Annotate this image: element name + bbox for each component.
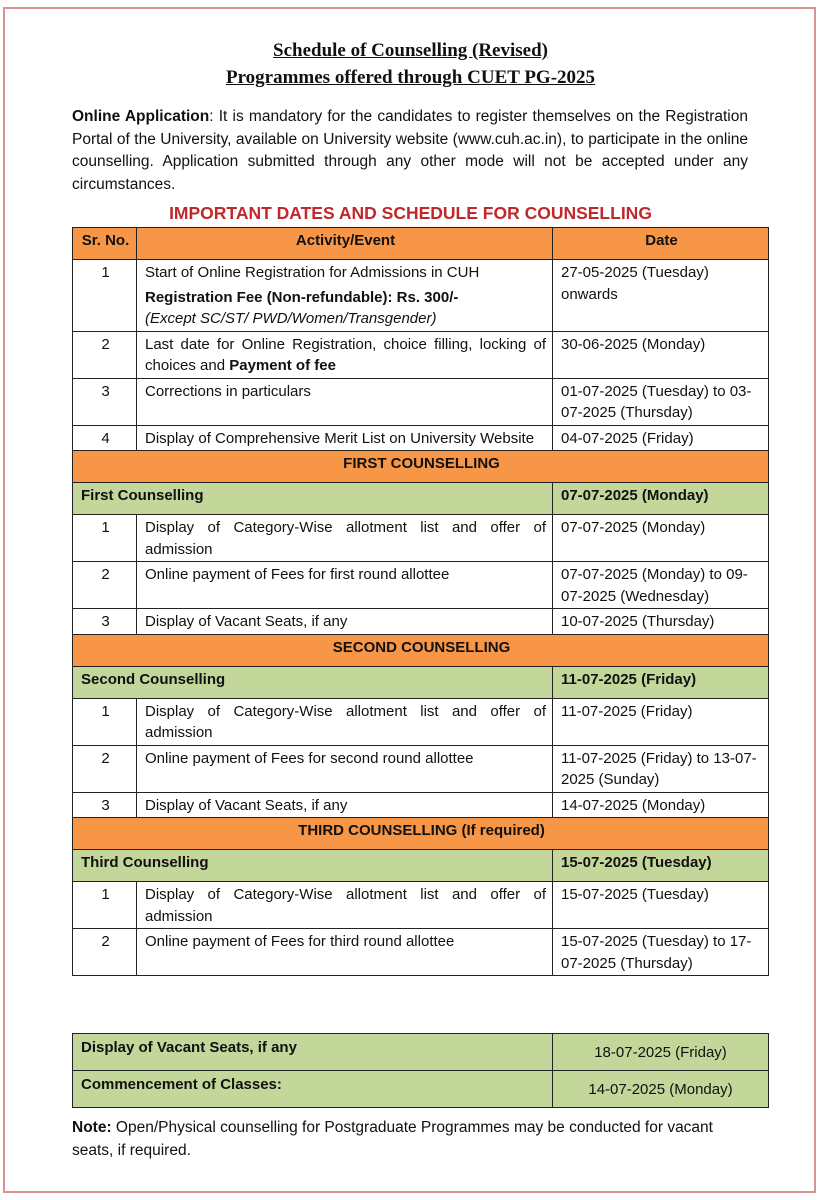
row-date: 04-07-2025 (Friday) <box>553 425 769 451</box>
table-header-row <box>73 228 769 260</box>
row-date: 14-07-2025 (Monday) <box>553 792 769 818</box>
header-activity: Activity/Event <box>137 228 553 260</box>
section-title: THIRD COUNSELLING (If required) <box>73 818 769 850</box>
fee-exception: (Except SC/ST/ PWD/Women/Transgender) <box>145 310 437 327</box>
row-sr: 2 <box>73 929 137 976</box>
header-date: Date <box>553 228 769 260</box>
row-activity: Display of Comprehensive Merit List on University Website <box>137 425 553 451</box>
row-sr: 1 <box>73 698 137 745</box>
intro-paragraph <box>72 106 748 196</box>
row-activity <box>137 260 553 332</box>
table-row <box>73 515 769 562</box>
note-text: Open/Physical counselling for Postgraduate Programmes may be conducted for vacant seats, if required. <box>72 1119 713 1159</box>
row-sr: 3 <box>73 609 137 635</box>
subheader-label: Third Counselling <box>73 850 553 882</box>
section-second-counselling <box>73 634 769 666</box>
table-row <box>73 378 769 425</box>
table-row <box>73 698 769 745</box>
row-sr: 3 <box>73 792 137 818</box>
page-title: Schedule of Counselling (Revised) <box>273 40 548 61</box>
summary-label: Commencement of Classes: <box>73 1071 553 1108</box>
row-activity-bold: Payment of fee <box>229 357 336 374</box>
section-third-counselling <box>73 818 769 850</box>
row-sr: 1 <box>73 882 137 929</box>
summary-date: 18-07-2025 (Friday) <box>553 1034 769 1071</box>
row-date: 15-07-2025 (Tuesday) to 17-07-2025 (Thursday) <box>553 929 769 976</box>
subheader-first-counselling <box>73 483 769 515</box>
subheader-date: 11-07-2025 (Friday) <box>553 666 769 698</box>
row-activity: Display of Vacant Seats, if any <box>137 609 553 635</box>
summary-row <box>73 1071 769 1108</box>
row-activity: Display of Category-Wise allotment list and offer of admission <box>137 882 553 929</box>
registration-fee: Registration Fee (Non-refundable): Rs. 300/- <box>145 288 459 306</box>
note-paragraph <box>72 1117 748 1162</box>
subheader-date: 07-07-2025 (Monday) <box>553 483 769 515</box>
row-date: 07-07-2025 (Monday) to 09-07-2025 (Wednesday) <box>553 562 769 609</box>
table-row <box>73 792 769 818</box>
intro-text: : It is mandatory for the candidates to register themselves on the Registration Portal of the University, available on University website (www.cuh.ac.in), to participate in the online counselling. Application submitted through any other mode will not be accepted under any circumstances. <box>72 108 748 193</box>
summary-label: Display of Vacant Seats, if any <box>73 1034 553 1071</box>
row-activity: Corrections in particulars <box>137 378 553 425</box>
table-row <box>73 609 769 635</box>
section-first-counselling <box>73 451 769 483</box>
row-activity: Display of Category-Wise allotment list and offer of admission <box>137 698 553 745</box>
table-row <box>73 562 769 609</box>
row-sr: 1 <box>73 515 137 562</box>
row-activity-text: Start of Online Registration for Admissions in CUH <box>145 264 480 281</box>
schedule-table <box>72 227 769 976</box>
row-date: 07-07-2025 (Monday) <box>553 515 769 562</box>
row-date: 11-07-2025 (Friday) <box>553 698 769 745</box>
table-row <box>73 260 769 332</box>
row-sr: 2 <box>73 745 137 792</box>
subheader-third-counselling <box>73 850 769 882</box>
row-activity: Display of Category-Wise allotment list and offer of admission <box>137 515 553 562</box>
table-row <box>73 331 769 378</box>
row-sr: 2 <box>73 562 137 609</box>
row-activity: Display of Vacant Seats, if any <box>137 792 553 818</box>
table-row <box>73 425 769 451</box>
row-sr: 1 <box>73 260 137 332</box>
table-row <box>73 929 769 976</box>
row-sr: 2 <box>73 331 137 378</box>
subheader-label: First Counselling <box>73 483 553 515</box>
subheader-second-counselling <box>73 666 769 698</box>
header-sr: Sr. No. <box>73 228 137 260</box>
row-activity: Online payment of Fees for second round allottee <box>137 745 553 792</box>
schedule-heading: IMPORTANT DATES AND SCHEDULE FOR COUNSELLING <box>169 203 652 223</box>
row-date: 15-07-2025 (Tuesday) <box>553 882 769 929</box>
row-activity-text: Last date for Online Registration, choice filling, locking of choices and <box>145 335 546 374</box>
summary-date: 14-07-2025 (Monday) <box>553 1071 769 1108</box>
section-title: FIRST COUNSELLING <box>73 451 769 483</box>
row-date: 11-07-2025 (Friday) to 13-07-2025 (Sunday) <box>553 745 769 792</box>
subheader-date: 15-07-2025 (Tuesday) <box>553 850 769 882</box>
row-activity <box>137 331 553 378</box>
row-date: 27-05-2025 (Tuesday) onwards <box>553 260 769 332</box>
subheader-label: Second Counselling <box>73 666 553 698</box>
row-sr: 3 <box>73 378 137 425</box>
intro-label: Online Application <box>72 108 210 125</box>
row-date: 01-07-2025 (Tuesday) to 03-07-2025 (Thursday) <box>553 378 769 425</box>
summary-row <box>73 1034 769 1071</box>
row-activity: Online payment of Fees for third round allottee <box>137 929 553 976</box>
row-date: 30-06-2025 (Monday) <box>553 331 769 378</box>
summary-table <box>72 1033 769 1108</box>
page-subtitle: Programmes offered through CUET PG-2025 <box>225 67 596 88</box>
section-title: SECOND COUNSELLING <box>73 634 769 666</box>
table-row <box>73 745 769 792</box>
row-date: 10-07-2025 (Thursday) <box>553 609 769 635</box>
note-label: Note: <box>72 1119 112 1136</box>
table-row <box>73 882 769 929</box>
row-activity: Online payment of Fees for first round allottee <box>137 562 553 609</box>
row-sr: 4 <box>73 425 137 451</box>
